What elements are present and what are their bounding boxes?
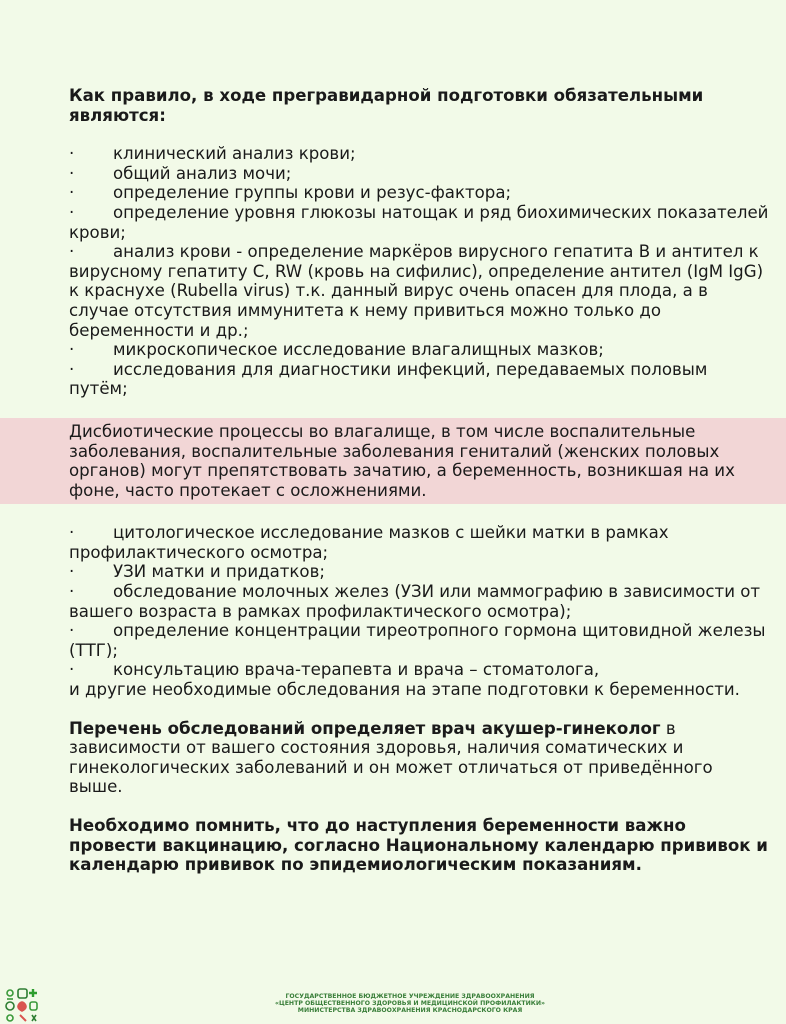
- organization-name: [250, 993, 570, 1015]
- health-center-logo-icon: [3, 986, 43, 1024]
- doctor-paragraph: [69, 719, 769, 797]
- doctor-paragraph-bold: Перечень обследований определяет врач акушер-гинеколог: [69, 718, 661, 738]
- highlight-text: Дисбиотические процессы во влагалище, в том числе воспалительные заболевания, воспалительные заболевания гениталий (женских половых органов) могут препятствовать зачатию, а беременность, возникшая на их фоне, часто протекает с осложнениями.: [69, 421, 735, 500]
- list-item: · микроскопическое исследование влагалищных мазков;: [69, 340, 604, 360]
- bullet: ·: [69, 582, 75, 602]
- org-line-3: МИНИСТЕРСТВА ЗДРАВООХРАНЕНИЯ КРАСНОДАРСКОГО КРАЯ: [297, 1007, 523, 1015]
- list-item: · общий анализ мочи;: [69, 163, 292, 183]
- org-line-2: «ЦЕНТР ОБЩЕСТВЕННОГО ЗДОРОВЬЯ И МЕДИЦИНСКОЙ ПРОФИЛАКТИКИ»: [274, 1000, 546, 1008]
- list-item: · консультацию врача-терапевта и врача – стоматолога,: [69, 660, 600, 680]
- bullet: ·: [69, 183, 75, 203]
- list-item: · клинический анализ крови;: [69, 144, 356, 164]
- list-item: · анализ крови - определение маркёров вирусного гепатита В и антител к вирусному гепатиту С, RW (кровь на сифилис), определение антител (IgM IgG) к краснухе (Rubella virus) т.к. данный вирус очень опасен для плода, а в случае отсутствия иммунитета к нему привиться можно только до беременности и др.;: [69, 242, 764, 340]
- bullet: ·: [69, 202, 75, 222]
- highlight-box: [0, 418, 786, 504]
- vaccination-note: Необходимо помнить, что до наступления беременности важно провести вакцинацию, согласно Национальному календарю прививок и календарю прививок по эпидемиологическим показаниям.: [69, 816, 768, 875]
- bullet: ·: [69, 144, 75, 164]
- bullet: ·: [69, 242, 75, 262]
- org-line-1: ГОСУДАРСТВЕННОЕ БЮДЖЕТНОЕ УЧРЕЖДЕНИЕ ЗДРАВООХРАНЕНИЯ: [285, 993, 535, 1000]
- bullet: ·: [69, 340, 75, 360]
- heading: Как правило, в ходе прегравидарной подготовки обязательными являются:: [69, 86, 704, 125]
- bullet: ·: [69, 562, 75, 582]
- list-item: · исследования для диагностики инфекций, передаваемых половым путём;: [69, 359, 708, 399]
- list-item: · определение уровня глюкозы натощак и ряд биохимических показателей крови;: [69, 202, 769, 242]
- list-item: · УЗИ матки и придатков;: [69, 562, 325, 582]
- document-body: [69, 86, 769, 891]
- list-item: · цитологическое исследование мазков с шейки матки в рамках профилактического осмотра;: [69, 523, 669, 562]
- doctor-paragraph-rest: в зависимости от вашего состояния здоровья, наличия соматических и гинекологических заболеваний и он может отличаться от приведённого выше.: [69, 718, 713, 797]
- footer: [0, 984, 786, 1024]
- exam-list-2: [69, 523, 769, 699]
- bullet: ·: [69, 163, 75, 183]
- list-tail: и другие необходимые обследования на этапе подготовки к беременности.: [69, 680, 740, 700]
- list-item: · обследование молочных желез (УЗИ или маммографию в зависимости от вашего возраста в рамках профилактического осмотра);: [69, 582, 761, 621]
- list-item: · определение концентрации тиреотропного гормона щитовидной железы (ТТГ);: [69, 621, 766, 660]
- bullet: ·: [69, 359, 75, 379]
- bullet: ·: [69, 621, 75, 641]
- list-item: · определение группы крови и резус-фактора;: [69, 183, 512, 203]
- exam-list-1: [69, 144, 769, 399]
- bullet: ·: [69, 660, 75, 680]
- bullet: ·: [69, 523, 75, 543]
